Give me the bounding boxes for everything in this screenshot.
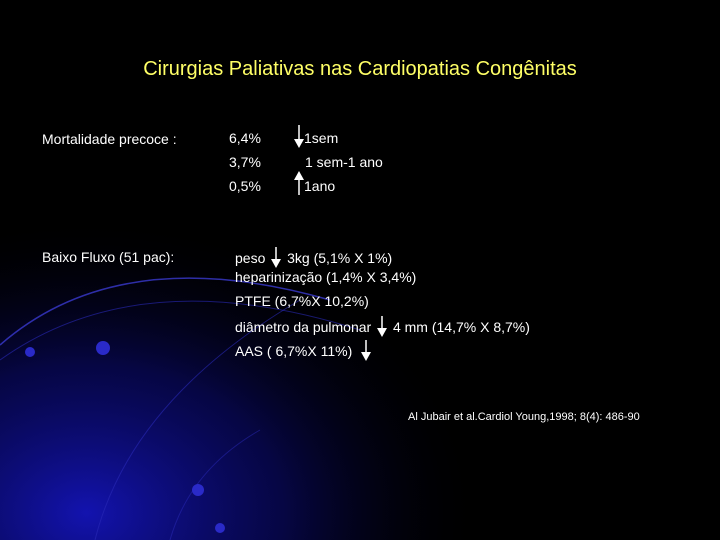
arrow-up-icon: [294, 171, 304, 195]
baixo-fluxo-item: [235, 340, 372, 362]
baixo-fluxo-item: heparinização (1,4% X 3,4%): [235, 269, 417, 285]
mortalidade-value: 3,7%: [229, 154, 261, 170]
baixo-fluxo-item: PTFE (6,7%X 10,2%): [235, 293, 369, 309]
item-text: AAS ( 6,7%X 11%): [235, 343, 353, 359]
mortalidade-value: 0,5%: [229, 178, 261, 194]
baixo-fluxo-label: Baixo Fluxo (51 pac):: [42, 249, 175, 265]
citation: Al Jubair et al.Cardiol Young,1998; 8(4): 486-90: [408, 411, 640, 423]
mortalidade-period: 1ano: [304, 178, 336, 194]
item-text: 3kg (5,1% X 1%): [287, 250, 393, 266]
arrow-down-icon: [270, 247, 282, 269]
slide-title: Cirurgias Paliativas nas Cardiopatias Congênitas: [143, 58, 577, 80]
arrow-down-icon: [360, 340, 372, 362]
item-text: 4 mm (14,7% X 8,7%): [392, 319, 530, 335]
baixo-fluxo-item: [235, 316, 530, 338]
mortalidade-label: Mortalidade precoce :: [42, 131, 177, 147]
mortalidade-value: 6,4%: [229, 130, 261, 146]
item-text: peso: [235, 250, 266, 266]
item-text: diâmetro da pulmonar: [235, 319, 372, 335]
arrow-down-icon: [294, 125, 304, 149]
baixo-fluxo-item: [235, 247, 392, 269]
arrow-down-icon: [376, 316, 388, 338]
mortalidade-period: 1sem: [304, 130, 339, 146]
mortalidade-period: 1 sem-1 ano: [305, 154, 383, 170]
